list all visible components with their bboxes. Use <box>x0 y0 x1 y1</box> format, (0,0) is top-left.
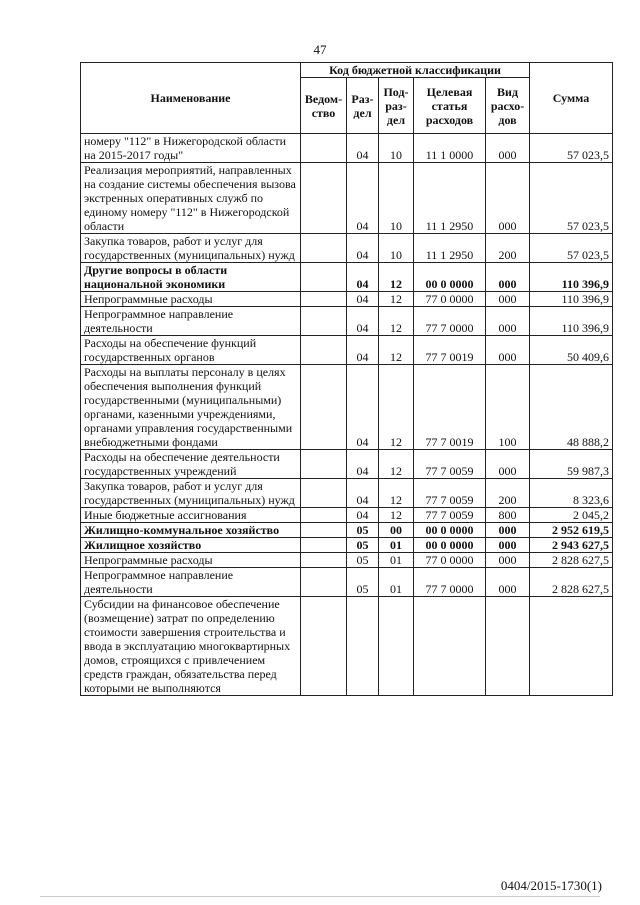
cell-sum: 57 023,5 <box>530 163 613 234</box>
cell-name: Непрограммные расходы <box>81 292 301 307</box>
header-podr: Под-раз-дел <box>379 78 414 134</box>
cell-podr: 12 <box>379 450 414 479</box>
cell-razd <box>347 597 379 696</box>
table-row <box>81 365 613 450</box>
cell-podr: 10 <box>379 134 414 163</box>
cell-razd: 04 <box>347 234 379 263</box>
cell-razd: 04 <box>347 479 379 508</box>
cell-razd: 04 <box>347 307 379 336</box>
cell-cst: 77 0 0000 <box>414 292 486 307</box>
cell-name: Расходы на обеспечение функций государственных органов <box>81 336 301 365</box>
cell-razd: 05 <box>347 538 379 553</box>
cell-sum: 2 828 627,5 <box>530 568 613 597</box>
cell-podr: 12 <box>379 365 414 450</box>
cell-cst: 77 7 0019 <box>414 336 486 365</box>
cell-vid: 800 <box>486 508 530 523</box>
cell-podr: 01 <box>379 568 414 597</box>
cell-cst <box>414 597 486 696</box>
cell-ved <box>301 336 347 365</box>
cell-name: Жилищно-коммунальное хозяйство <box>81 523 301 538</box>
cell-cst: 77 7 0059 <box>414 450 486 479</box>
cell-ved <box>301 450 347 479</box>
cell-vid: 000 <box>486 450 530 479</box>
cell-podr: 12 <box>379 508 414 523</box>
cell-sum: 110 396,9 <box>530 307 613 336</box>
page-number: 47 <box>313 42 327 57</box>
cell-ved <box>301 365 347 450</box>
cell-sum <box>530 597 613 696</box>
cell-ved <box>301 134 347 163</box>
cell-razd: 04 <box>347 292 379 307</box>
cell-podr: 12 <box>379 336 414 365</box>
cell-sum: 57 023,5 <box>530 134 613 163</box>
cell-name: Субсидии на финансовое обеспечение (возмещение) затрат по определению стоимости завершения строительства и ввода в эксплуатацию многоквартирных домов, строящихся с привлечением средств граждан, обязательства перед которыми не выполняются <box>81 597 301 696</box>
table-row <box>81 134 613 163</box>
table-row <box>81 479 613 508</box>
cell-ved <box>301 553 347 568</box>
cell-name: Реализация мероприятий, направленных на создание системы обеспечения вызова экстренных оперативных служб по единому номеру "112" в Нижегородской области <box>81 163 301 234</box>
cell-ved <box>301 538 347 553</box>
cell-cst: 77 0 0000 <box>414 553 486 568</box>
cell-name: Расходы на обеспечение деятельности государственных учреждений <box>81 450 301 479</box>
cell-razd: 05 <box>347 523 379 538</box>
header-razd: Раз-дел <box>347 78 379 134</box>
cell-vid: 000 <box>486 568 530 597</box>
cell-name: Жилищное хозяйство <box>81 538 301 553</box>
table-row <box>81 336 613 365</box>
cell-sum: 48 888,2 <box>530 365 613 450</box>
cell-ved <box>301 307 347 336</box>
cell-sum: 2 045,2 <box>530 508 613 523</box>
header-name: Наименование <box>81 63 301 134</box>
table-row <box>81 597 613 696</box>
cell-name: номеру "112" в Нижегородской области на 2015-2017 годы" <box>81 134 301 163</box>
cell-sum: 8 323,6 <box>530 479 613 508</box>
cell-ved <box>301 263 347 292</box>
cell-vid: 000 <box>486 336 530 365</box>
cell-sum: 2 828 627,5 <box>530 553 613 568</box>
cell-name: Закупка товаров, работ и услуг для государственных (муниципальных) нужд <box>81 234 301 263</box>
cell-razd: 04 <box>347 263 379 292</box>
cell-vid <box>486 597 530 696</box>
cell-razd: 04 <box>347 450 379 479</box>
table-row <box>81 450 613 479</box>
cell-name: Расходы на выплаты персоналу в целях обеспечения выполнения функций государственными (муниципальными) органами, казенными учреждениями, органами управления государственными внебюджетными фондами <box>81 365 301 450</box>
cell-cst: 00 0 0000 <box>414 538 486 553</box>
cell-vid: 000 <box>486 538 530 553</box>
table-row <box>81 292 613 307</box>
table-row <box>81 568 613 597</box>
cell-podr: 00 <box>379 523 414 538</box>
cell-cst: 77 7 0059 <box>414 508 486 523</box>
header-sum: Сумма <box>530 63 613 134</box>
header-cst: Целевая статья расходов <box>414 78 486 134</box>
cell-sum: 59 987,3 <box>530 450 613 479</box>
cell-razd: 04 <box>347 336 379 365</box>
cell-podr: 12 <box>379 263 414 292</box>
cell-cst: 11 1 2950 <box>414 234 486 263</box>
table-row <box>81 508 613 523</box>
cell-name: Иные бюджетные ассигнования <box>81 508 301 523</box>
cell-cst: 11 1 0000 <box>414 134 486 163</box>
cell-cst: 77 7 0000 <box>414 307 486 336</box>
header-classification-group: Код бюджетной классификации <box>301 63 530 78</box>
table-row <box>81 538 613 553</box>
table-row <box>81 523 613 538</box>
cell-name: Непрограммные расходы <box>81 553 301 568</box>
cell-vid: 000 <box>486 163 530 234</box>
cell-podr: 01 <box>379 538 414 553</box>
cell-sum: 57 023,5 <box>530 234 613 263</box>
cell-vid: 000 <box>486 134 530 163</box>
cell-name: Закупка товаров, работ и услуг для государственных (муниципальных) нужд <box>81 479 301 508</box>
cell-cst: 00 0 0000 <box>414 523 486 538</box>
cell-razd: 04 <box>347 508 379 523</box>
cell-podr: 12 <box>379 479 414 508</box>
table-row <box>81 163 613 234</box>
cell-cst: 77 7 0000 <box>414 568 486 597</box>
cell-sum: 2 943 627,5 <box>530 538 613 553</box>
cell-ved <box>301 234 347 263</box>
cell-podr <box>379 597 414 696</box>
cell-cst: 00 0 0000 <box>414 263 486 292</box>
cell-razd: 04 <box>347 163 379 234</box>
cell-sum: 50 409,6 <box>530 336 613 365</box>
document-code: 0404/2015-1730(1) <box>500 878 602 893</box>
table-row <box>81 553 613 568</box>
cell-vid: 000 <box>486 307 530 336</box>
cell-vid: 000 <box>486 553 530 568</box>
cell-ved <box>301 508 347 523</box>
cell-podr: 10 <box>379 163 414 234</box>
cell-vid: 000 <box>486 263 530 292</box>
cell-podr: 12 <box>379 307 414 336</box>
cell-podr: 01 <box>379 553 414 568</box>
table-row <box>81 234 613 263</box>
cell-ved <box>301 479 347 508</box>
cell-ved <box>301 292 347 307</box>
cell-sum: 110 396,9 <box>530 263 613 292</box>
cell-podr: 12 <box>379 292 414 307</box>
cell-vid: 000 <box>486 292 530 307</box>
cell-podr: 10 <box>379 234 414 263</box>
cell-vid: 100 <box>486 365 530 450</box>
cell-vid: 200 <box>486 479 530 508</box>
cell-razd: 04 <box>347 134 379 163</box>
cell-cst: 77 7 0059 <box>414 479 486 508</box>
header-ved: Ведом-ство <box>301 78 347 134</box>
table-row <box>81 307 613 336</box>
cell-vid: 200 <box>486 234 530 263</box>
cell-sum: 2 952 619,5 <box>530 523 613 538</box>
cell-ved <box>301 568 347 597</box>
cell-cst: 77 7 0019 <box>414 365 486 450</box>
table-row <box>81 263 613 292</box>
cell-vid: 000 <box>486 523 530 538</box>
cell-name: Другие вопросы в области национальной экономики <box>81 263 301 292</box>
cell-ved <box>301 163 347 234</box>
cell-ved <box>301 597 347 696</box>
cell-razd: 04 <box>347 365 379 450</box>
cell-cst: 11 1 2950 <box>414 163 486 234</box>
cell-razd: 05 <box>347 553 379 568</box>
header-vid: Вид расхо-дов <box>486 78 530 134</box>
table-body <box>81 134 613 696</box>
budget-table <box>80 62 613 696</box>
cell-name: Непрограммное направление деятельности <box>81 307 301 336</box>
cell-ved <box>301 523 347 538</box>
cell-sum: 110 396,9 <box>530 292 613 307</box>
cell-razd: 05 <box>347 568 379 597</box>
cell-name: Непрограммное направление деятельности <box>81 568 301 597</box>
